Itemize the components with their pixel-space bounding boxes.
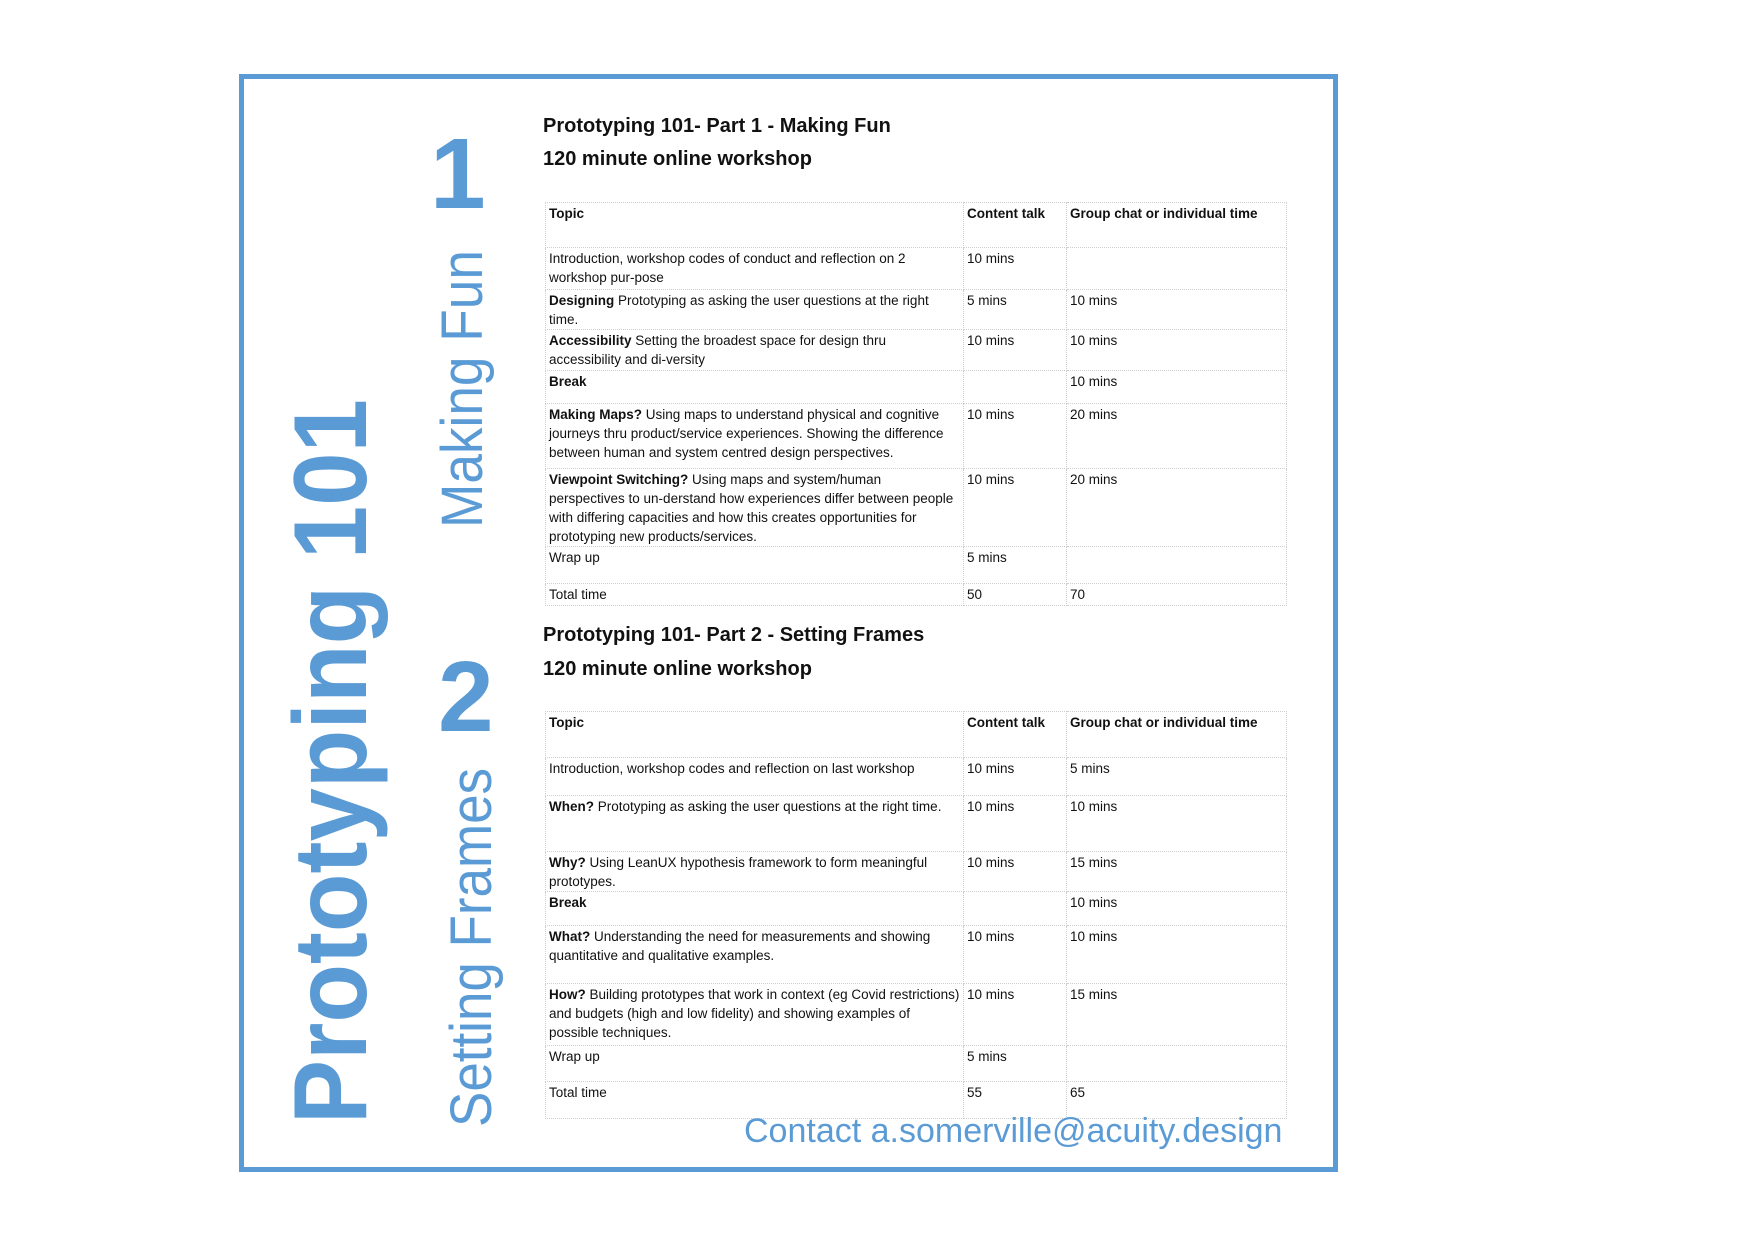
topic-cell xyxy=(546,371,964,404)
topic-description: Understanding the need for measurements and showing quantitative and qualitative examples. xyxy=(549,929,931,963)
topic-description: Prototyping as asking the user questions at the right time. xyxy=(594,799,942,814)
table-row xyxy=(546,290,1287,330)
topic-heading: Viewpoint Switching? xyxy=(549,472,689,487)
topic-cell xyxy=(546,926,964,984)
table-row xyxy=(546,547,1287,584)
topic-description: Wrap up xyxy=(549,1049,600,1064)
table-header-row xyxy=(546,712,1287,758)
group-time-cell: 10 mins xyxy=(1067,796,1287,852)
part2-vertical-name: Setting Frames xyxy=(439,733,504,1127)
topic-description: Using LeanUX hypothesis framework to form meaningful prototypes. xyxy=(549,855,928,889)
topic-description: Building prototypes that work in context (eg Covid restrictions) and budgets (high and low fidelity) and showing examples of possible techniques. xyxy=(549,987,960,1040)
content-talk-cell: 10 mins xyxy=(964,852,1067,892)
table-row xyxy=(546,852,1287,892)
group-time-cell: 10 mins xyxy=(1067,330,1287,371)
topic-description: Prototyping as asking the user questions at the right time. xyxy=(549,293,929,327)
topic-cell xyxy=(546,758,964,796)
column-header: Topic xyxy=(546,712,964,758)
content-talk-cell: 5 mins xyxy=(964,547,1067,584)
topic-cell xyxy=(546,330,964,371)
topic-heading: Making Maps? xyxy=(549,407,643,422)
topic-description: Introduction, workshop codes and reflection on last workshop xyxy=(549,761,915,776)
content-talk-cell: 10 mins xyxy=(964,984,1067,1046)
group-time-cell xyxy=(1067,1046,1287,1082)
table-row xyxy=(546,371,1287,404)
content-talk-cell xyxy=(964,371,1067,404)
topic-cell xyxy=(546,984,964,1046)
column-header: Content talk xyxy=(964,712,1067,758)
part2-subtitle: 120 minute online workshop xyxy=(543,658,812,680)
group-time-cell: 20 mins xyxy=(1067,469,1287,547)
content-talk-cell: 10 mins xyxy=(964,796,1067,852)
content-talk-cell: 10 mins xyxy=(964,926,1067,984)
table-row xyxy=(546,469,1287,547)
content-talk-cell: 10 mins xyxy=(964,248,1067,290)
topic-cell xyxy=(546,796,964,852)
topic-heading: How? xyxy=(549,987,586,1002)
topic-heading: What? xyxy=(549,929,591,944)
table-row xyxy=(546,758,1287,796)
group-time-cell: 15 mins xyxy=(1067,984,1287,1046)
column-header: Group chat or individual time xyxy=(1067,712,1287,758)
topic-heading: Why? xyxy=(549,855,586,870)
main-vertical-title: Prototyping 101 xyxy=(273,338,389,1124)
table-row xyxy=(546,984,1287,1046)
column-header: Content talk xyxy=(964,203,1067,248)
topic-cell xyxy=(546,892,964,926)
topic-cell xyxy=(546,469,964,547)
content-talk-cell: 55 xyxy=(964,1082,1067,1119)
group-time-cell: 15 mins xyxy=(1067,852,1287,892)
table-row xyxy=(546,584,1287,606)
content-talk-cell: 10 mins xyxy=(964,758,1067,796)
table-row xyxy=(546,926,1287,984)
content-talk-cell xyxy=(964,892,1067,926)
topic-cell xyxy=(546,248,964,290)
part1-vertical-name: Making Fun xyxy=(430,224,495,528)
group-time-cell: 10 mins xyxy=(1067,371,1287,404)
part1-subtitle: 120 minute online workshop xyxy=(543,148,812,170)
group-time-cell: 20 mins xyxy=(1067,404,1287,469)
part1-title: Prototyping 101- Part 1 - Making Fun xyxy=(543,115,891,137)
part1-schedule-table xyxy=(545,202,1287,606)
content-talk-cell: 5 mins xyxy=(964,1046,1067,1082)
topic-description: Using maps to understand physical and cognitive journeys thru product/service experiences. Showing the difference between human and system centred design perspectives. xyxy=(549,407,944,460)
content-talk-cell: 50 xyxy=(964,584,1067,606)
part2-schedule-table xyxy=(545,711,1287,1119)
topic-cell xyxy=(546,852,964,892)
table-row xyxy=(546,330,1287,371)
topic-heading: Break xyxy=(549,895,587,910)
group-time-cell xyxy=(1067,248,1287,290)
topic-heading: Break xyxy=(549,374,587,389)
topic-heading: Accessibility xyxy=(549,333,632,348)
topic-cell xyxy=(546,290,964,330)
group-time-cell: 10 mins xyxy=(1067,892,1287,926)
topic-cell xyxy=(546,547,964,584)
group-time-cell: 70 xyxy=(1067,584,1287,606)
group-time-cell xyxy=(1067,547,1287,584)
contact-email[interactable]: Contact a.somerville@acuity.design xyxy=(744,1112,1283,1150)
topic-cell xyxy=(546,584,964,606)
table-row xyxy=(546,796,1287,852)
content-talk-cell: 5 mins xyxy=(964,290,1067,330)
group-time-cell: 10 mins xyxy=(1067,290,1287,330)
content-talk-cell: 10 mins xyxy=(964,330,1067,371)
group-time-cell: 5 mins xyxy=(1067,758,1287,796)
table-row xyxy=(546,892,1287,926)
topic-description: Total time xyxy=(549,1085,607,1100)
topic-description: Wrap up xyxy=(549,550,600,565)
topic-description: Setting the broadest space for design thru accessibility and di-versity xyxy=(549,333,886,367)
table-row xyxy=(546,248,1287,290)
topic-description: Introduction, workshop codes of conduct and reflection on 2 workshop pur-pose xyxy=(549,251,906,285)
topic-heading: When? xyxy=(549,799,594,814)
part2-number: 2 xyxy=(438,641,494,753)
topic-heading: Designing xyxy=(549,293,615,308)
topic-cell xyxy=(546,404,964,469)
content-talk-cell: 10 mins xyxy=(964,404,1067,469)
table-row xyxy=(546,1046,1287,1082)
topic-description: Total time xyxy=(549,587,607,602)
topic-description: Using maps and system/human perspectives to un-derstand how experiences differ between people with differing capacities and how this creates opportunities for prototyping new products/services. xyxy=(549,472,954,544)
part2-title: Prototyping 101- Part 2 - Setting Frames xyxy=(543,624,925,646)
table-header-row xyxy=(546,203,1287,248)
column-header: Topic xyxy=(546,203,964,248)
part1-number: 1 xyxy=(430,118,486,230)
group-time-cell: 10 mins xyxy=(1067,926,1287,984)
topic-cell xyxy=(546,1046,964,1082)
table-row xyxy=(546,404,1287,469)
group-time-cell: 65 xyxy=(1067,1082,1287,1119)
content-talk-cell: 10 mins xyxy=(964,469,1067,547)
column-header: Group chat or individual time xyxy=(1067,203,1287,248)
